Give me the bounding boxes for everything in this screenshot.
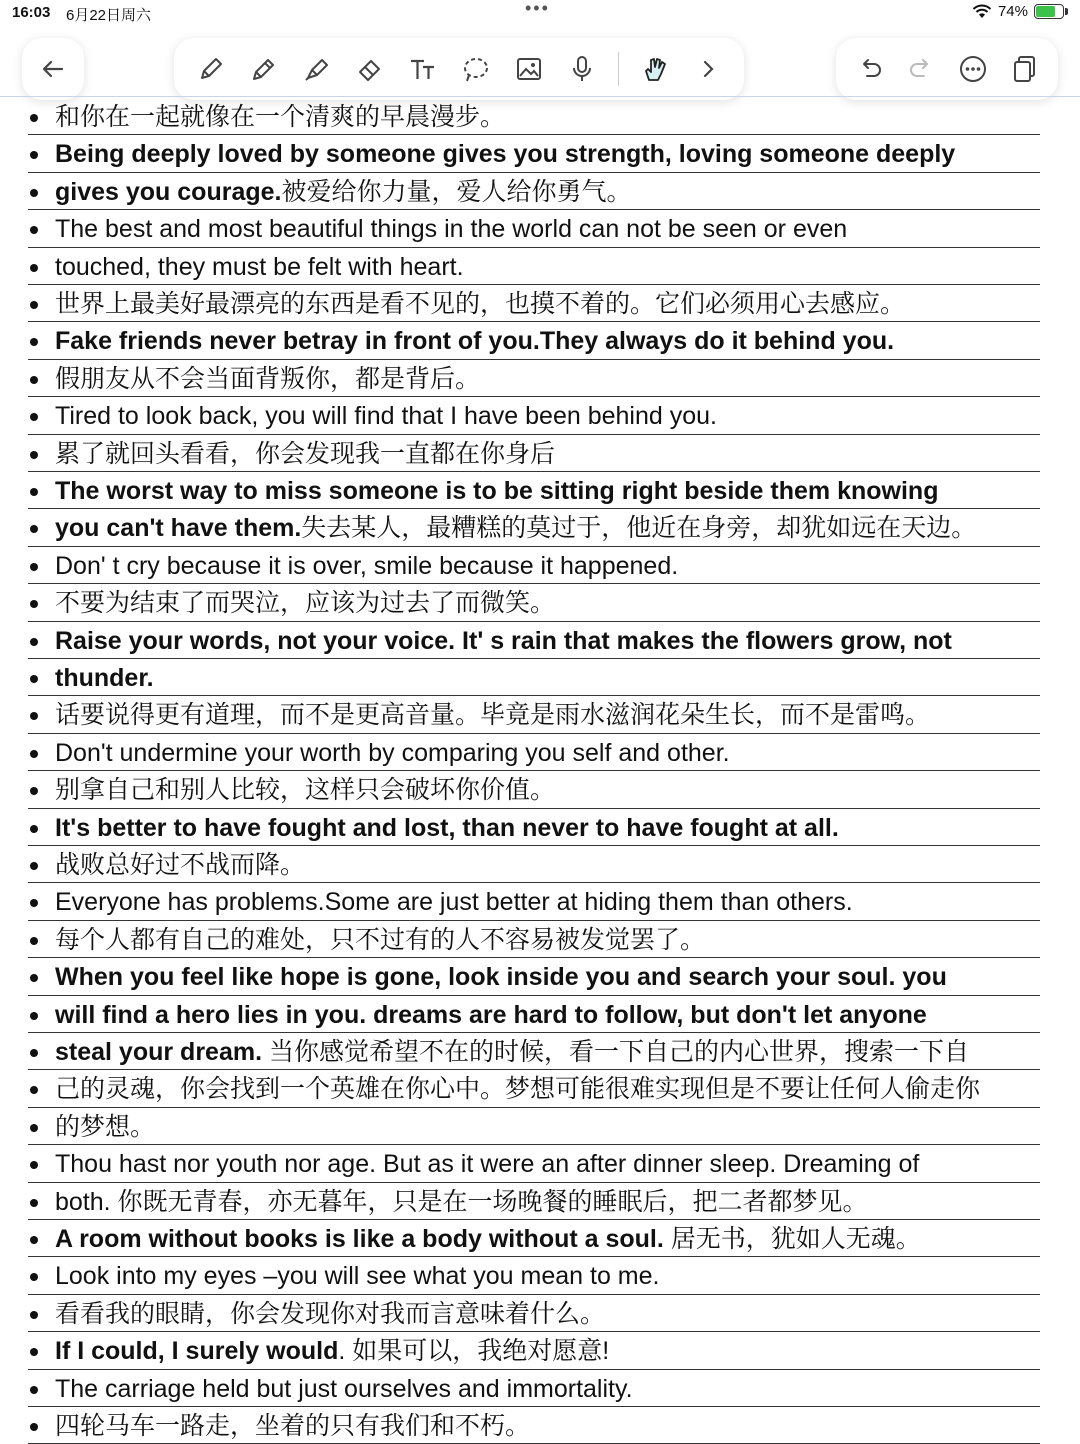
list-item: [28, 1295, 1040, 1332]
image-icon[interactable]: [512, 52, 546, 86]
text-segment: 失去某人，最糟糕的莫过于，他近在身旁，却犹如远在天边。: [301, 514, 977, 543]
bullet-icon: [30, 1012, 38, 1020]
list-item-text: 己的灵魂，你会找到一个英雄在你心中。梦想可能很难实现但是不要让任何人偷走你: [55, 1075, 981, 1104]
bullet-icon: [30, 338, 38, 346]
list-item: [28, 958, 1040, 995]
list-item: [28, 584, 1040, 621]
bullet-icon: [30, 1161, 38, 1169]
list-item: [28, 1033, 1040, 1070]
bullet-icon: [30, 114, 38, 122]
more-icon[interactable]: [956, 52, 990, 86]
list-item-text: Tired to look back, you will find that I have been behind you.: [55, 402, 717, 431]
bullet-icon: [30, 1423, 38, 1431]
list-item: [28, 622, 1040, 659]
list-item: [28, 1108, 1040, 1145]
pencil-icon[interactable]: [247, 52, 281, 86]
bullet-icon: [30, 1199, 38, 1207]
status-date: 6月22日周六: [66, 7, 152, 24]
bullet-icon: [30, 675, 38, 683]
bullet-icon: [30, 638, 38, 646]
multitasking-dots-icon[interactable]: •••: [525, 0, 550, 18]
list-item: [28, 435, 1040, 472]
list-item-text: 看看我的眼睛，你会发现你对我而言意味着什么。: [55, 1299, 606, 1328]
list-item: [28, 173, 1040, 210]
list-item-text: [55, 513, 976, 543]
list-item-text: Being deeply loved by someone gives you strength, loving someone deeply: [55, 140, 956, 169]
toolbar-divider: [0, 96, 1080, 97]
list-item: [28, 809, 1040, 846]
status-bar: [0, 0, 1080, 28]
list-item-text: Raise your words, not your voice. It' s rain that makes the flowers grow, not: [55, 626, 952, 655]
list-item-text: 累了就回头看看，你会发现我一直都在你身后: [55, 439, 556, 468]
bullet-icon: [30, 1348, 38, 1356]
list-item: [28, 659, 1040, 696]
bullet-icon: [30, 1273, 38, 1281]
list-item-text: Everyone has problems.Some are just better at hiding them than others.: [55, 888, 853, 917]
list-item-text: 四轮马车一路走，坐着的只有我们和不朽。: [55, 1412, 531, 1440]
list-item: [28, 1407, 1040, 1444]
bullet-icon: [30, 1124, 38, 1132]
list-item-text: 话要说得更有道理，而不是更高音量。毕竟是雨水滋润花朵生长，而不是雷鸣。: [55, 701, 931, 730]
wifi-icon: [972, 4, 992, 19]
eraser-icon[interactable]: [353, 52, 387, 86]
list-item-text: When you feel like hope is gone, look inside you and search your soul. you: [55, 963, 947, 992]
list-item: [28, 1332, 1040, 1369]
list-item-text: thunder.: [55, 664, 154, 692]
bullet-icon: [30, 264, 38, 272]
bullet-icon: [30, 301, 38, 309]
text-tool-icon[interactable]: [406, 52, 440, 86]
hand-pointer-icon[interactable]: [638, 52, 672, 86]
back-button[interactable]: [22, 38, 84, 100]
status-right: [972, 3, 1068, 20]
list-item-text: 世界上最美好最漂亮的东西是看不见的，也摸不着的。它们必须用心去感应。: [55, 290, 906, 318]
list-item-text: It's better to have fought and lost, than never to have fought at all.: [55, 813, 839, 842]
battery-level: [1036, 6, 1055, 17]
list-item: [28, 135, 1040, 172]
toolbar-separator: [618, 52, 619, 86]
back-arrow-icon: [36, 52, 70, 86]
list-item-text: 战败总好过不战而降。: [55, 851, 306, 879]
bullet-icon: [30, 600, 38, 608]
list-item-text: Look into my eyes –you will see what you mean to me.: [55, 1262, 660, 1291]
list-item: [28, 1145, 1040, 1182]
bullet-icon: [30, 712, 38, 720]
list-item-text: will find a hero lies in you. dreams are hard to follow, but don't let anyone: [55, 1000, 927, 1029]
bullet-icon: [30, 825, 38, 833]
bullet-icon: [30, 376, 38, 384]
drawing-toolbar: [174, 38, 744, 100]
list-item-text: Thou hast nor youth nor age. But as it were an after dinner sleep. Dreaming of: [55, 1150, 920, 1179]
text-segment: steal your dream.: [55, 1038, 263, 1066]
text-segment: 当你感觉希望不在的时候，看一下自己的内心世界，搜索一下自: [262, 1038, 969, 1066]
list-item-text: The carriage held but just ourselves and immortality.: [55, 1374, 633, 1403]
microphone-icon[interactable]: [565, 52, 599, 86]
list-item-text: Don' t cry because it is over, smile because it happened.: [55, 551, 679, 580]
text-segment: 被爱给你力量，爱人给你勇气。: [281, 177, 632, 206]
bullet-icon: [30, 525, 38, 533]
bullet-icon: [30, 1386, 38, 1394]
list-item-text: 和你在一起就像在一个清爽的早晨漫步。: [55, 103, 506, 131]
list-item: [28, 547, 1040, 584]
list-item-text: 不要为结束了而哭泣，应该为过去了而微笑。: [55, 589, 556, 618]
bullet-icon: [30, 151, 38, 159]
list-item: [28, 696, 1040, 733]
bullet-icon: [30, 974, 38, 982]
redo-icon[interactable]: [904, 52, 938, 86]
list-item: [28, 397, 1040, 434]
bullet-icon: [30, 563, 38, 571]
list-item-text: The best and most beautiful things in the world can not be seen or even: [55, 215, 848, 244]
bullet-icon: [30, 899, 38, 907]
highlighter-icon[interactable]: [300, 52, 334, 86]
battery-percent: 74%: [997, 3, 1028, 20]
bullet-icon: [30, 750, 38, 758]
list-item: [28, 883, 1040, 920]
list-item: [28, 360, 1040, 397]
list-item: [28, 1070, 1040, 1107]
text-segment: 居无书，犹如人无魂。: [663, 1225, 921, 1253]
battery-icon: [1034, 4, 1064, 19]
bullet-icon: [30, 1049, 38, 1057]
status-time: 16:03: [12, 4, 51, 21]
list-item-text: 的梦想。: [55, 1112, 156, 1141]
list-item: [28, 1220, 1040, 1257]
battery-cap: [1065, 8, 1068, 15]
list-item: [28, 322, 1040, 359]
list-item: [28, 509, 1040, 546]
list-item-text: Don't undermine your worth by comparing you self and other.: [55, 738, 730, 767]
bullet-icon: [30, 1236, 38, 1244]
list-item-text: 假朋友从不会当面背叛你，都是背后。: [55, 364, 481, 393]
pen-icon[interactable]: [194, 52, 228, 86]
list-item-text: 每个人都有自己的难处，只不过有的人不容易被发觉罢了。: [55, 925, 706, 954]
text-segment: gives you courage.: [55, 177, 282, 206]
lasso-icon[interactable]: [459, 52, 493, 86]
list-item: [28, 98, 1040, 135]
bullet-icon: [30, 787, 38, 795]
list-item-text: [55, 177, 631, 207]
text-segment: . 如果可以，我绝对愿意!: [338, 1337, 610, 1366]
bullet-icon: [30, 226, 38, 234]
list-item-text: [55, 1336, 609, 1366]
list-item-text: Fake friends never betray in front of you.They always do it behind you.: [55, 327, 895, 356]
list-item: [28, 472, 1040, 509]
bullet-icon: [30, 1311, 38, 1319]
bullet-icon: [30, 488, 38, 496]
list-item-text: [55, 1224, 921, 1254]
list-item: [28, 846, 1040, 883]
bullet-icon: [30, 451, 38, 459]
chevron-right-icon[interactable]: [691, 52, 725, 86]
text-segment: you can't have them.: [55, 514, 302, 543]
list-item-text: touched, they must be felt with heart.: [55, 252, 464, 281]
text-segment: A room without books is like a body without a soul.: [55, 1225, 664, 1253]
list-item: [28, 285, 1040, 322]
list-item: [28, 734, 1040, 771]
document-actions: [836, 38, 1058, 100]
list-item-text: The worst way to miss someone is to be sitting right beside them knowing: [55, 477, 939, 505]
bullet-icon: [30, 1086, 38, 1094]
bullet-icon: [30, 413, 38, 421]
list-item: [28, 248, 1040, 285]
list-item: [28, 1370, 1040, 1407]
bullet-icon: [30, 189, 38, 197]
text-segment: If I could, I surely would: [55, 1337, 339, 1366]
list-item-text: 别拿自己和别人比较，这样只会破坏你价值。: [55, 776, 556, 805]
list-item: [28, 771, 1040, 808]
list-item: [28, 1183, 1040, 1220]
list-item: [28, 996, 1040, 1033]
list-item: [28, 1257, 1040, 1294]
list-item-text: [55, 1037, 969, 1067]
list-item: [28, 210, 1040, 247]
list-item-text: both. 你既无青春，亦无暮年，只是在一场晚餐的睡眠后，把二者都梦见。: [55, 1187, 868, 1216]
pages-icon[interactable]: [1007, 52, 1041, 86]
bullet-icon: [30, 862, 38, 870]
undo-icon[interactable]: [853, 52, 887, 86]
bullet-icon: [30, 937, 38, 945]
list-item: [28, 921, 1040, 958]
